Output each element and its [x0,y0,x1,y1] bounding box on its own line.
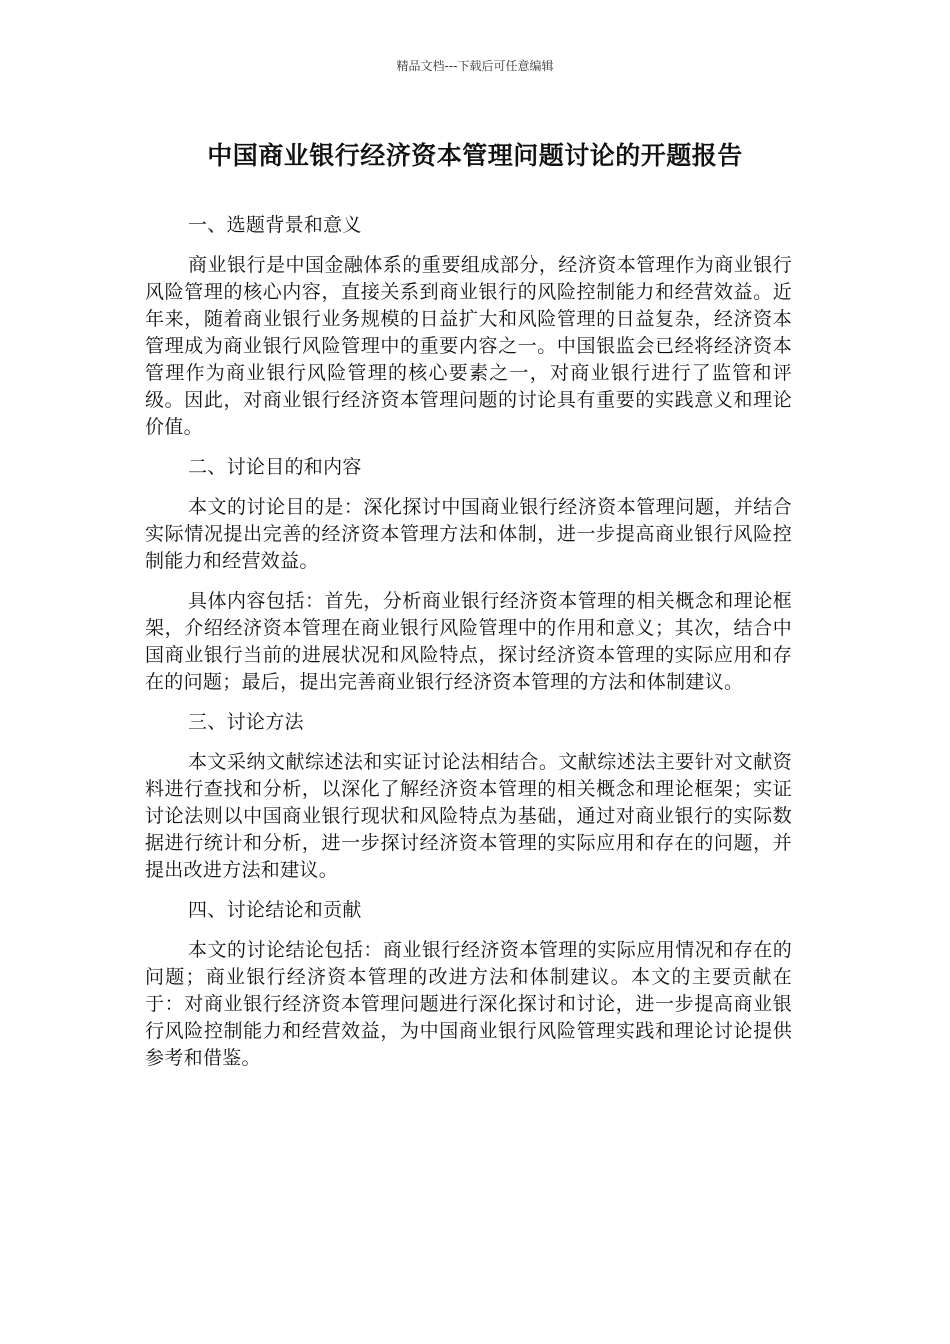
section-conclusion [145,897,792,1072]
section-heading: 三、讨论方法 [188,711,304,733]
page-header-watermark: 精品文档---下载后可任意编辑 [396,59,554,73]
section-heading: 一、选题背景和意义 [188,214,362,236]
paragraph: 本文的讨论目的是：深化探讨中国商业银行经济资本管理问题，并结合实际情况提出完善的经济资本管理方法和体制，进一步提高商业银行风险控制能力和经营效益。 [145,496,792,572]
paragraph: 商业银行是中国金融体系的重要组成部分，经济资本管理作为商业银行风险管理的核心内容，直接关系到商业银行的风险控制能力和经营效益。近年来，随着商业银行业务规模的日益扩大和风险管理的日益复杂，经济资本管理成为商业银行风险管理中的重要内容之一。中国银监会已经将经济资本管理作为商业银行风险管理的核心要素之一，对商业银行进行了监管和评级。因此，对商业银行经济资本管理问题的讨论具有重要的实践意义和理论价值。 [145,254,792,438]
section-background [145,212,792,441]
document-title: 中国商业银行经济资本管理问题讨论的开题报告 [207,141,743,170]
section-heading: 二、讨论目的和内容 [188,456,362,478]
section-heading: 四、讨论结论和贡献 [188,899,362,921]
section-method [145,709,792,884]
section-purpose-content [145,454,792,696]
paragraph: 本文采纳文献综述法和实证讨论法相结合。文献综述法主要针对文献资料进行查找和分析，以深化了解经济资本管理的相关概念和理论框架；实证讨论法则以中国商业银行现状和风险特点为基础，通过对商业银行的实际数据进行统计和分析，进一步探讨经济资本管理的实际应用和存在的问题，并提出改进方法和建议。 [145,751,792,881]
document-body [145,212,792,1085]
paragraph: 本文的讨论结论包括：商业银行经济资本管理的实际应用情况和存在的问题；商业银行经济资本管理的改进方法和体制建议。本文的主要贡献在于：对商业银行经济资本管理问题进行深化探讨和讨论，进一步提高商业银行风险控制能力和经营效益，为中国商业银行风险管理实践和理论讨论提供参考和借鉴。 [145,939,792,1069]
paragraph: 具体内容包括：首先，分析商业银行经济资本管理的相关概念和理论框架，介绍经济资本管理在商业银行风险管理中的作用和意义；其次，结合中国商业银行当前的进展状况和风险特点，探讨经济资本管理的实际应用和存在的问题；最后，提出完善商业银行经济资本管理的方法和体制建议。 [145,590,792,693]
